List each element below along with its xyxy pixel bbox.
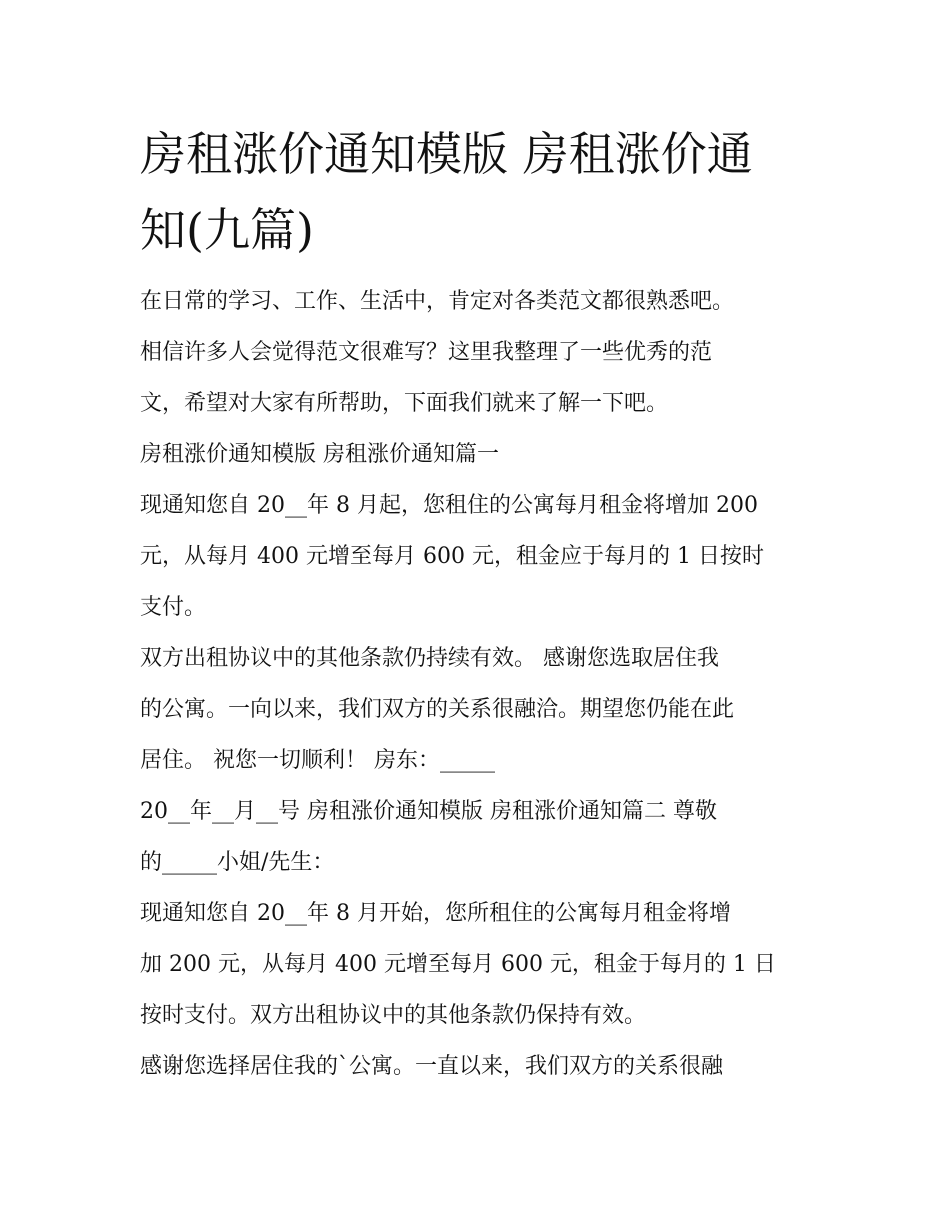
document-body — [140, 276, 830, 1092]
body-line: 的公寓。一向以来，我们双方的关系很融洽。期望您仍能在此 — [140, 697, 735, 722]
body-line: 现通知您自 20__年 8 月开始，您所租住的公寓每月租金将增 — [140, 901, 731, 926]
body-line: 现通知您自 20__年 8 月起，您租住的公寓每月租金将增加 200 — [140, 493, 758, 518]
body-line: 居住。 祝您一切顺利！ 房东：_____ — [140, 748, 495, 773]
body-line: 支付。 — [140, 595, 207, 620]
body-line: 感谢您选择居住我的`公寓。一直以来，我们双方的关系很融 — [140, 1054, 724, 1079]
body-line: 的_____小姐/先生： — [140, 850, 335, 875]
body-line: 按时支付。双方出租协议中的其他条款仍保持有效。 — [140, 1003, 647, 1028]
title-line: 知(九篇) — [140, 203, 314, 257]
document-title — [140, 116, 820, 268]
body-line: 20__年__月__号 房租涨价通知模版 房租涨价通知篇二 尊敬 — [140, 799, 717, 824]
body-line: 元，从每月 400 元增至每月 600 元，租金应于每月的 1 日按时 — [140, 544, 764, 569]
body-line: 在日常的学习、工作、生活中，肯定对各类范文都很熟悉吧。 — [140, 289, 735, 314]
section-heading-1: 房租涨价通知模版 房租涨价通知篇一 — [140, 442, 499, 467]
body-line: 双方出租协议中的其他条款仍持续有效。 感谢您选取居住我 — [140, 646, 719, 671]
body-line: 文，希望对大家有所帮助，下面我们就来了解一下吧。 — [140, 391, 669, 416]
body-line: 加 200 元，从每月 400 元增至每月 600 元，租金于每月的 1 日 — [140, 952, 776, 977]
title-line: 房租涨价通知模版 房租涨价通 — [140, 127, 753, 181]
body-line: 相信许多人会觉得范文很难写？这里我整理了一些优秀的范 — [140, 340, 713, 365]
